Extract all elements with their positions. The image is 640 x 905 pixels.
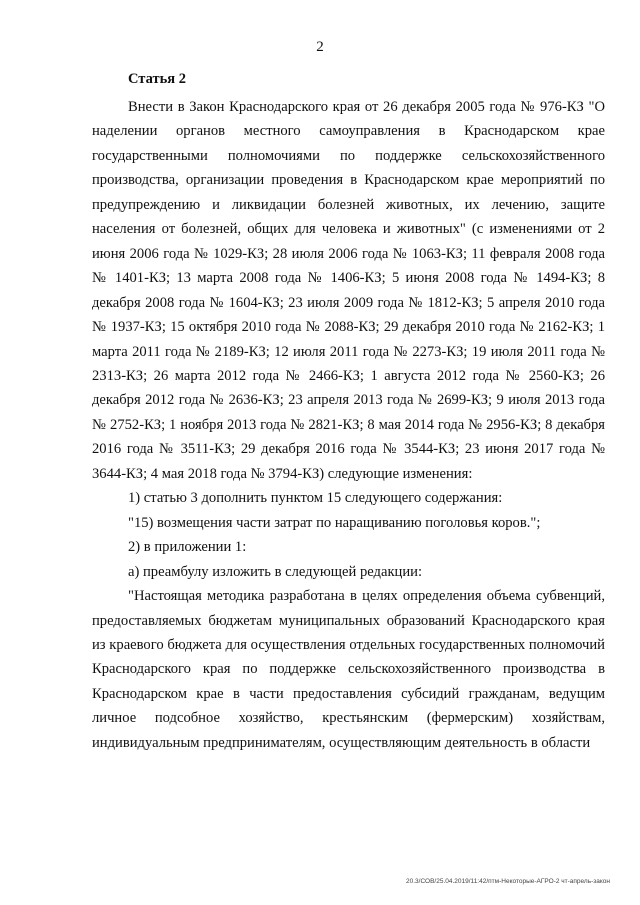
article-heading: Статья 2 [128,71,186,87]
page-number: 2 [316,39,324,55]
document-footer-stamp: 20.3/СОВ/25.04.2019/11:42/птм-Некоторые-АГРО-2 чт-апрель-закон [406,878,610,885]
paragraph-methodology: "Настоящая методика разработана в целях определения объема субвенций, предоставляемых бюджетам муниципальных образований Краснодарского края из краевого бюджета для осуществления отдельных государственных полномочий Краснодарского края по поддержке сельскохозяйственного производства в Краснодарском крае в части предоставления субсидий гражданам, ведущим личное подсобное хозяйство, крестьянским (фермерским) хозяйствам, индивидуальным предпринимателям, осуществляющим деятельность в области [92,588,605,751]
paragraph-amendment-intro: Внести в Закон Краснодарского края от 26 декабря 2005 года № 976-КЗ "О наделении органов местного самоуправления в Краснодарском крае государственными полномочиями по поддержке сельскохозяйственного производства, организации проведения в Краснодарском крае мероприятий по предупреждению и ликвидации болезней животных, их лечению, защите населения от болезней, общих для человека и животных" (с изменениями от 2 июня 2006 года № 1029-КЗ; 28 июля 2006 года № 1063-КЗ; 11 февраля 2008 года № 1401-КЗ; 13 марта 2008 года № 1406-КЗ; 5 июня 2008 года № 1494-КЗ; 8 декабря 2008 года № 1604-КЗ; 23 июля 2009 года № 1812-КЗ; 5 апреля 2010 года № 1937-КЗ; 15 октября 2010 года № 2088-КЗ; 29 декабря 2010 года № 2162-КЗ; 1 марта 2011 года № 2189-КЗ; 12 июля 2011 года № 2273-КЗ; 19 июля 2011 года № 2313-КЗ; 26 марта 2012 года № 2466-КЗ; 1 августа 2012 года № 2560-КЗ; 26 декабря 2012 года № 2636-КЗ; 23 апреля 2013 года № 2699-КЗ; 9 июля 2013 года № 2752-КЗ; 1 ноября 2013 года № 2821-КЗ; 8 мая 2014 года № 2956-КЗ; 8 декабря 2016 года № 3511-КЗ; 29 декабря 2016 года № 3544-КЗ; 23 июня 2017 года № 3644-КЗ; 4 мая 2018 года № 3794-КЗ) следующие изменения: [92,99,605,482]
paragraph-item-a: а) преамбулу изложить в следующей редакции: [128,563,423,580]
paragraph-item-1: 1) статью 3 дополнить пунктом 15 следующего содержания: [128,490,503,507]
paragraph-item-2: 2) в приложении 1: [128,539,247,556]
paragraph-item-15: "15) возмещения части затрат по наращиванию поголовья коров."; [128,514,541,531]
document-body [92,95,605,755]
